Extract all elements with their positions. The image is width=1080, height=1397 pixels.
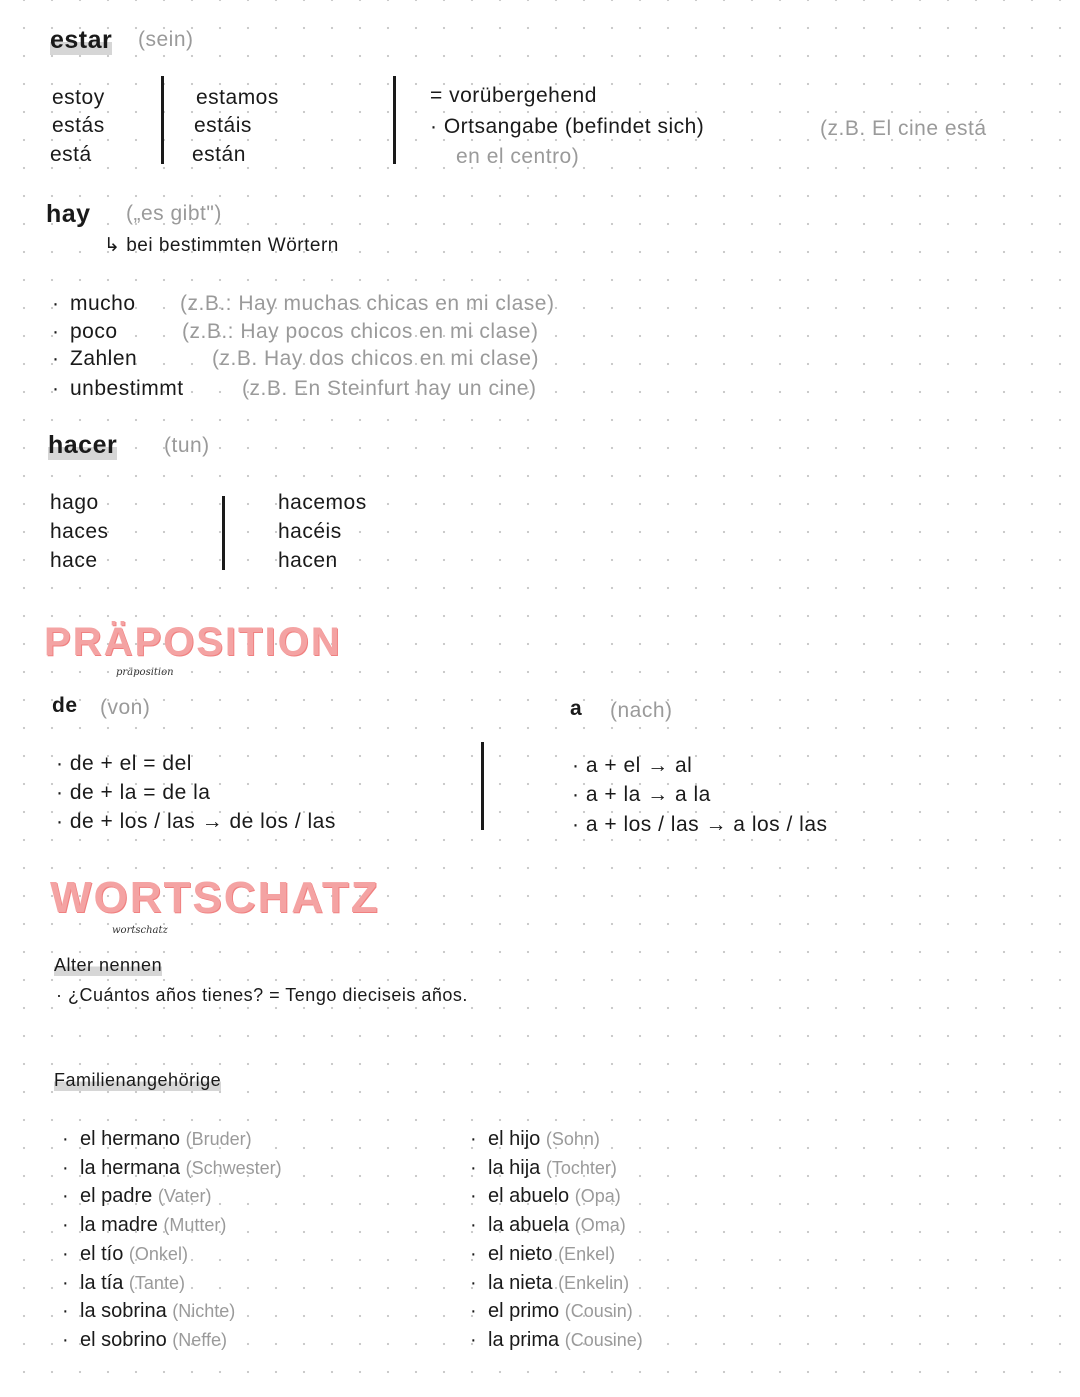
- bullet: ·: [470, 1128, 477, 1150]
- bullet: ·: [470, 1242, 477, 1265]
- spanish-word: el hermano: [80, 1128, 181, 1150]
- estar-form: está: [50, 143, 92, 166]
- family-item: [470, 1185, 621, 1208]
- german-translation: (Oma): [574, 1215, 626, 1236]
- section-subheading: wortschatz: [112, 925, 168, 936]
- bullet: ·: [62, 1328, 69, 1351]
- divider: [161, 76, 164, 164]
- de-rule: · de + el = del: [56, 752, 192, 775]
- german-translation: (Enkelin): [558, 1272, 630, 1293]
- spanish-word: el primo: [488, 1300, 560, 1323]
- hay-example: (z.B.: Hay pocos chicos en mi clase): [182, 320, 539, 343]
- spanish-word: la tía: [80, 1271, 124, 1294]
- spanish-word: el abuelo: [488, 1185, 570, 1208]
- spanish-word: la abuela: [488, 1214, 570, 1237]
- german-translation: (Mutter): [163, 1215, 227, 1236]
- a-title: a: [570, 697, 583, 720]
- spanish-word: el hijo: [488, 1128, 541, 1150]
- hacer-form: hacéis: [278, 520, 342, 543]
- hay-example: (z.B. Hay dos chicos en mi clase): [212, 347, 539, 370]
- family-item: [470, 1128, 600, 1151]
- spanish-word: la nieta: [488, 1271, 553, 1294]
- section-heading: WORTSCHATZ: [50, 873, 380, 922]
- bullet: ·: [470, 1185, 477, 1208]
- german-translation: (Opa): [574, 1186, 621, 1207]
- divider: [222, 496, 225, 570]
- a-rule: · a + el → al: [572, 754, 693, 777]
- de-rule: · de + la = de la: [56, 781, 211, 804]
- estar-note: = vorübergehend: [430, 84, 597, 107]
- bullet: ·: [470, 1300, 477, 1323]
- a-meaning: (nach): [610, 699, 673, 722]
- spanish-word: la prima: [488, 1328, 560, 1351]
- section-subheading: präposition: [116, 667, 174, 678]
- hay-item: · unbestimmt: [52, 377, 184, 400]
- alter-title: Alter nennen: [54, 955, 163, 975]
- bullet: ·: [470, 1156, 477, 1179]
- family-item: [470, 1329, 643, 1352]
- spanish-word: el sobrino: [80, 1328, 167, 1351]
- de-meaning: (von): [100, 696, 151, 719]
- divider: [481, 742, 484, 830]
- family-item: [470, 1157, 617, 1180]
- spanish-word: el padre: [80, 1185, 153, 1208]
- hay-meaning: („es gibt"): [126, 202, 222, 225]
- german-translation: (Sohn): [545, 1129, 600, 1149]
- estar-note: · Ortsangabe (befindet sich): [430, 115, 705, 138]
- spanish-word: la hermana: [80, 1156, 181, 1179]
- bullet: ·: [470, 1214, 477, 1237]
- family-item: [470, 1300, 633, 1323]
- family-item: [62, 1329, 227, 1352]
- family-item: [62, 1300, 235, 1323]
- german-translation: (Bruder): [185, 1129, 252, 1149]
- estar-example: en el centro): [456, 145, 580, 168]
- german-translation: (Tochter): [545, 1157, 617, 1178]
- estar-title: estar: [50, 26, 113, 54]
- bullet: ·: [62, 1271, 69, 1294]
- family-item: [62, 1185, 212, 1208]
- spanish-word: la sobrina: [80, 1300, 167, 1323]
- family-item: [62, 1128, 252, 1151]
- hay-title: hay: [46, 200, 91, 228]
- family-item: [62, 1243, 188, 1266]
- bullet: ·: [62, 1242, 69, 1265]
- hay-item: · Zahlen: [52, 347, 138, 370]
- german-translation: (Vater): [157, 1186, 212, 1207]
- a-rule: · a + la → a la: [572, 783, 711, 806]
- family-item: [470, 1214, 626, 1237]
- estar-form: estamos: [196, 86, 279, 109]
- bullet: ·: [470, 1328, 477, 1351]
- family-item: [470, 1272, 629, 1295]
- german-translation: (Schwester): [185, 1157, 282, 1178]
- hay-item: · mucho: [52, 292, 136, 315]
- a-rule: · a + los / las → a los / las: [572, 813, 828, 836]
- section-heading: PRÄPOSITION: [44, 620, 342, 664]
- hay-example: (z.B.: Hay muchas chicas en mi clase): [180, 292, 555, 315]
- estar-form: estoy: [52, 86, 105, 109]
- german-translation: (Tante): [128, 1272, 185, 1293]
- german-translation: (Cousin): [564, 1301, 633, 1322]
- hacer-form: hacen: [278, 549, 338, 572]
- family-item: [62, 1157, 282, 1180]
- bullet: ·: [470, 1271, 477, 1294]
- family-item: [62, 1214, 226, 1237]
- german-translation: (Nichte): [172, 1301, 236, 1322]
- german-translation: (Neffe): [172, 1329, 227, 1350]
- bullet: ·: [62, 1128, 69, 1150]
- hacer-title: hacer: [48, 431, 118, 459]
- hay-example: (z.B. En Steinfurt hay un cine): [242, 377, 537, 400]
- hay-item: · poco: [52, 320, 118, 343]
- familie-title: Familienangehörige: [54, 1070, 222, 1090]
- hay-sub: ↳ bei bestimmten Wörtern: [104, 235, 339, 256]
- hacer-form: haces: [50, 520, 109, 543]
- spanish-word: la hija: [488, 1156, 541, 1179]
- hacer-form: hago: [50, 491, 99, 514]
- hacer-form: hacemos: [278, 491, 367, 514]
- german-translation: (Onkel): [128, 1243, 188, 1264]
- spanish-word: la madre: [80, 1214, 158, 1237]
- divider: [393, 76, 396, 164]
- hacer-meaning: (tun): [164, 434, 210, 457]
- hacer-form: hace: [50, 549, 98, 572]
- bullet: ·: [62, 1185, 69, 1208]
- bullet: ·: [62, 1156, 69, 1179]
- estar-example: (z.B. El cine está: [820, 117, 987, 140]
- german-translation: (Enkel): [558, 1243, 616, 1264]
- alter-line: · ¿Cuántos años tienes? = Tengo dieciseis años.: [56, 985, 468, 1005]
- family-item: [62, 1272, 185, 1295]
- spanish-word: el nieto: [488, 1242, 553, 1265]
- de-title: de: [52, 694, 78, 717]
- german-translation: (Cousine): [564, 1329, 643, 1350]
- de-rule: · de + los / las → de los / las: [56, 810, 336, 833]
- spanish-word: el tío: [80, 1242, 124, 1265]
- bullet: ·: [62, 1300, 69, 1323]
- estar-form: estás: [52, 114, 105, 137]
- estar-form: estáis: [194, 114, 252, 137]
- estar-meaning: (sein): [138, 28, 194, 51]
- bullet: ·: [62, 1214, 69, 1237]
- estar-form: están: [192, 143, 246, 166]
- family-item: [470, 1243, 615, 1266]
